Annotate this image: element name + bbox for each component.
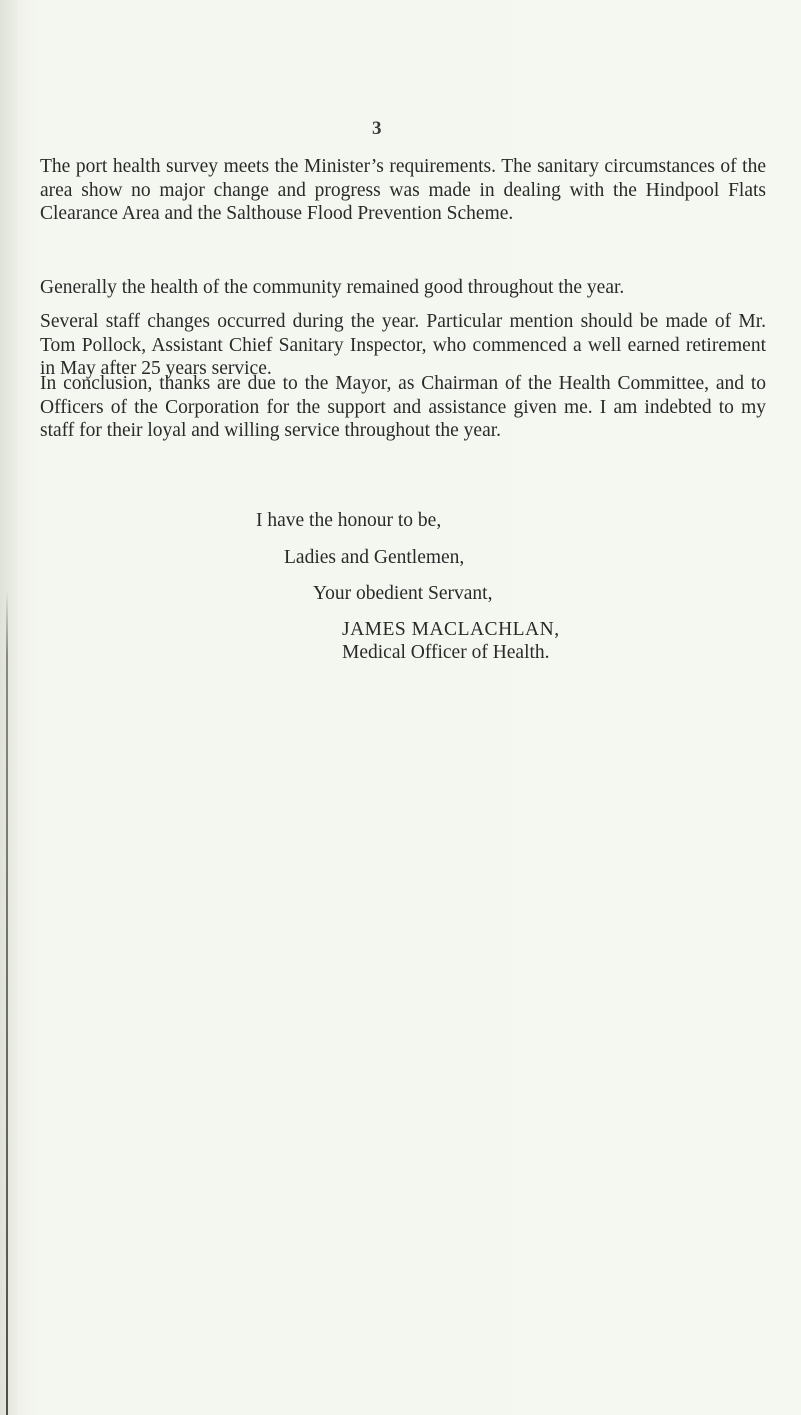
- signature-title: Medical Officer of Health.: [342, 642, 550, 663]
- binding-edge-line: [6, 590, 8, 1415]
- paragraph-community-health: Generally the health of the community remained good throughout the year.: [40, 277, 625, 298]
- closing-line-servant: Your obedient Servant,: [313, 583, 493, 604]
- page-number: 3: [372, 118, 382, 139]
- closing-line-honour: I have the honour to be,: [256, 510, 442, 531]
- paragraph-conclusion: In conclusion, thanks are due to the Mayor, as Chairman of the Health Committee, and to Officers of the Corporation for the support and assistance given me. I am indebted to my staff for their loyal and willing service throughout the year.: [40, 373, 766, 441]
- paragraph-port-health: The port health survey meets the Minister’s requirements. The sanitary circumstances of the area show no major change and progress was made in dealing with the Hindpool Flats Clearance Area and the Salthouse Flood Prevention Scheme.: [40, 156, 766, 224]
- closing-line-salutation: Ladies and Gentlemen,: [284, 547, 465, 568]
- paragraph-staff-changes: Several staff changes occurred during the year. Particular mention should be made of Mr. Tom Pollock, Assistant Chief Sanitary Inspector, who commenced a well earned retirement in May after 25 years service.: [40, 311, 766, 379]
- binding-shadow: [0, 0, 18, 1415]
- signature-name: JAMES MACLACHLAN,: [342, 619, 560, 640]
